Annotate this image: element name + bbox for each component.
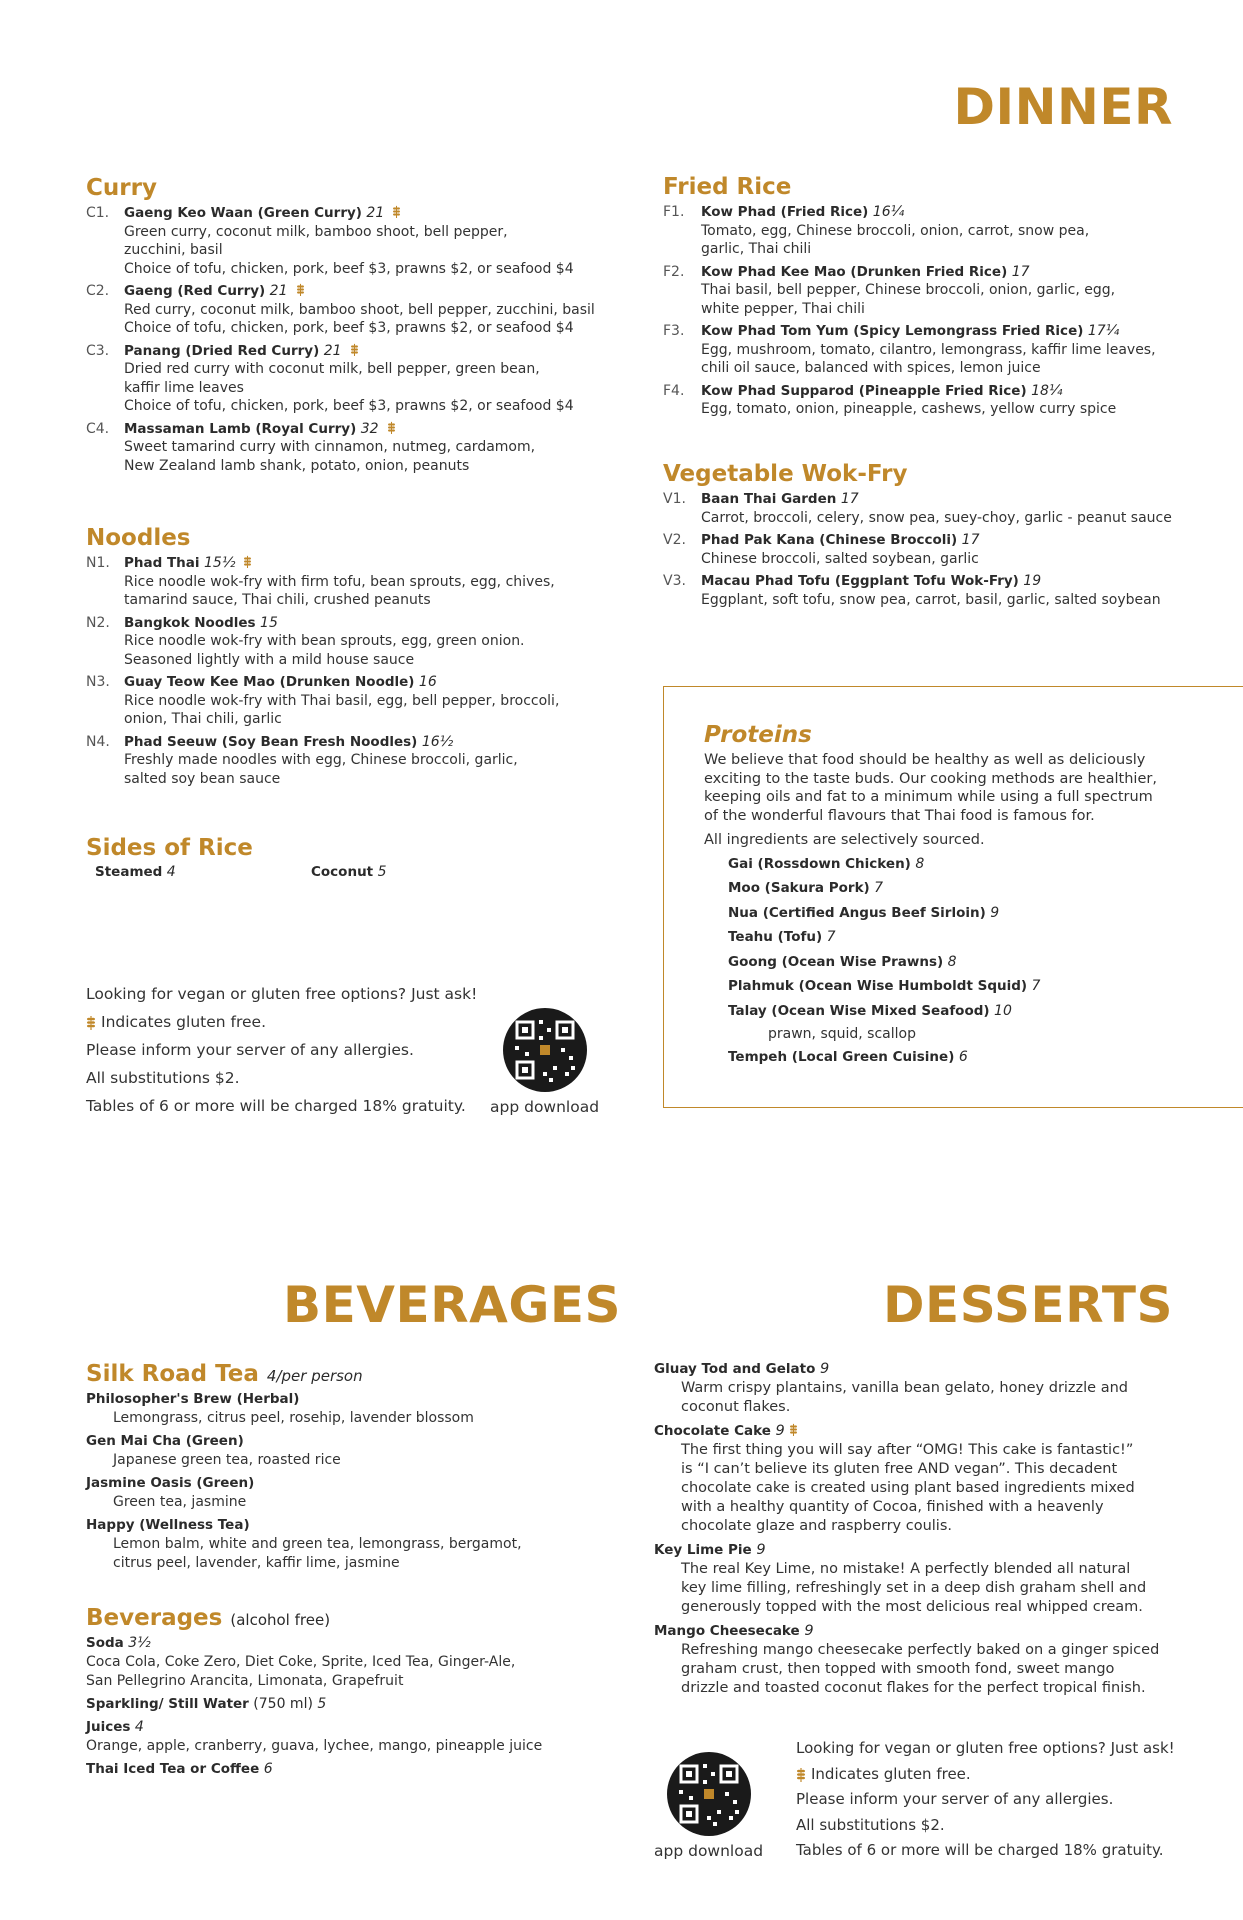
item-code: V1. bbox=[663, 491, 686, 508]
protein-sub: prawn, squid, scallop bbox=[768, 1026, 916, 1043]
beverages-title: BEVERAGES bbox=[283, 1276, 622, 1334]
item-description: Freshly made noodles with egg, Chinese broccoli, garlic, bbox=[124, 752, 518, 769]
curry-section bbox=[86, 176, 646, 479]
protein-price: 10 bbox=[994, 1002, 1012, 1019]
item-code: V2. bbox=[663, 532, 686, 549]
item-name: Guay Teow Kee Mao (Drunken Noodle) bbox=[124, 674, 415, 691]
item-description: Chinese broccoli, salted soybean, garlic bbox=[701, 550, 979, 567]
item-description: Rice noodle wok-fry with bean sprouts, egg, green onion. bbox=[124, 633, 525, 650]
protein-price: 8 bbox=[947, 953, 957, 970]
dessert-price: 9 bbox=[775, 1423, 785, 1439]
curry-title: Curry bbox=[86, 175, 157, 201]
item-name: Gaeng (Red Curry) bbox=[124, 283, 266, 300]
item-description: chili oil sauce, balanced with spices, lemon juice bbox=[701, 360, 1041, 377]
protein-item bbox=[728, 974, 1204, 999]
soda-item: Soda 3½ Coca Cola, Coke Zero, Diet Coke, Sprite, Iced Tea, Ginger-Ale, San Pellegrino Arancita, Limonata, Grapefruit bbox=[86, 1635, 516, 1690]
item-code: F2. bbox=[663, 263, 685, 280]
protein-name: Gai (Rossdown Chicken) bbox=[728, 855, 911, 872]
dessert-description: is “I can’t believe its gluten free AND vegan”. This decadent bbox=[681, 1461, 1118, 1477]
dessert-description: The real Key Lime, no mistake! A perfectly blended all natural bbox=[681, 1561, 1131, 1577]
curry-item bbox=[86, 342, 646, 416]
side-coconut: Coconut 5 bbox=[311, 864, 387, 881]
curry-list bbox=[86, 204, 646, 475]
item-code: C4. bbox=[86, 420, 110, 437]
noodle-item bbox=[86, 733, 646, 789]
item-price: 15 bbox=[260, 614, 278, 631]
item-code: F1. bbox=[663, 204, 685, 221]
fried-rice-item bbox=[663, 322, 1223, 378]
dessert-item bbox=[654, 1622, 1224, 1698]
item-code: C2. bbox=[86, 283, 110, 300]
proteins-box bbox=[663, 686, 1243, 1108]
wheat-icon bbox=[86, 1015, 95, 1028]
item-code: N4. bbox=[86, 733, 110, 750]
item-description: Red curry, coconut milk, bamboo shoot, bell pepper, zucchini, basil bbox=[124, 301, 595, 318]
note-vegan: Looking for vegan or gluten free options? Just ask! bbox=[796, 1739, 1175, 1757]
item-price: 21 bbox=[323, 342, 342, 359]
fried-rice-list bbox=[663, 203, 1223, 419]
item-code: N1. bbox=[86, 555, 110, 572]
sides-title: Sides of Rice bbox=[86, 835, 253, 861]
item-description: Seasoned lightly with a mild house sauce bbox=[124, 651, 415, 668]
vegetable-item bbox=[663, 572, 1223, 609]
dessert-list bbox=[654, 1360, 1224, 1698]
sides-section bbox=[86, 836, 646, 884]
item-price: 16 bbox=[418, 674, 437, 691]
tea-price: 4/per person bbox=[266, 1367, 363, 1385]
item-description: kaffir lime leaves bbox=[124, 379, 244, 396]
item-description: garlic, Thai chili bbox=[701, 241, 812, 258]
fried-rice-item bbox=[663, 263, 1223, 319]
fried-rice-item bbox=[663, 203, 1223, 259]
dessert-description: coconut flakes. bbox=[681, 1399, 791, 1415]
noodles-title: Noodles bbox=[86, 525, 191, 551]
tea-description: citrus peel, lavender, kaffir lime, jasmine bbox=[113, 1555, 400, 1572]
noodle-item bbox=[86, 614, 646, 670]
item-price: 17 bbox=[961, 532, 980, 549]
proteins-intro bbox=[704, 751, 1204, 825]
item-name: Macau Phad Tofu (Eggplant Tofu Wok-Fry) bbox=[701, 573, 1019, 590]
note-gluten-free: Indicates gluten free. bbox=[796, 1762, 1175, 1788]
item-description: New Zealand lamb shank, potato, onion, peanuts bbox=[124, 457, 470, 474]
protein-name: Plahmuk (Ocean Wise Humboldt Squid) bbox=[728, 978, 1028, 995]
item-description: Carrot, broccoli, celery, snow pea, suey-choy, garlic - peanut sauce bbox=[701, 509, 1172, 526]
dessert-description: Warm crispy plantains, vanilla bean gelato, honey drizzle and bbox=[681, 1380, 1128, 1396]
protein-item bbox=[728, 950, 1204, 975]
wheat-icon bbox=[243, 555, 252, 568]
item-code: F4. bbox=[663, 382, 685, 399]
proteins-intro-line: of the wonderful flavours that Thai food is famous for. bbox=[704, 807, 1095, 824]
tea-section bbox=[86, 1362, 646, 1577]
tea-item bbox=[86, 1432, 646, 1470]
dessert-name: Key Lime Pie bbox=[654, 1542, 752, 1558]
item-price: 18¼ bbox=[1031, 382, 1063, 399]
dinner-title: DINNER bbox=[953, 78, 1173, 136]
tea-title: Silk Road Tea 4/per person bbox=[86, 1361, 363, 1387]
protein-price: 9 bbox=[990, 904, 1000, 921]
tea-description: Japanese green tea, roasted rice bbox=[113, 1452, 341, 1469]
item-choice: Choice of tofu, chicken, pork, beef $3, prawns $2, or seafood $4 bbox=[124, 398, 574, 415]
dessert-name: Mango Cheesecake bbox=[654, 1623, 800, 1639]
drinks-section bbox=[86, 1606, 646, 1783]
protein-name: Moo (Sakura Pork) bbox=[728, 880, 870, 897]
iced-item: Thai Iced Tea or Coffee 6 bbox=[86, 1761, 273, 1778]
item-code: N3. bbox=[86, 674, 110, 691]
item-name: Bangkok Noodles bbox=[124, 614, 256, 631]
wheat-icon bbox=[796, 1767, 805, 1780]
item-price: 16¼ bbox=[872, 204, 905, 221]
dessert-item bbox=[654, 1422, 1224, 1536]
item-name: Phad Pak Kana (Chinese Broccoli) bbox=[701, 532, 958, 549]
item-description: Tomato, egg, Chinese broccoli, onion, carrot, snow pea, bbox=[701, 222, 1090, 239]
tea-description: Lemongrass, citrus peel, rosehip, lavender blossom bbox=[113, 1410, 474, 1427]
item-description: Sweet tamarind curry with cinnamon, nutmeg, cardamom, bbox=[124, 439, 536, 456]
wheat-icon bbox=[387, 421, 396, 434]
item-description: Egg, tomato, onion, pineapple, cashews, yellow curry spice bbox=[701, 401, 1117, 418]
item-description: Dried red curry with coconut milk, bell pepper, green bean, bbox=[124, 361, 540, 378]
vegetable-title: Vegetable Wok-Fry bbox=[663, 461, 908, 487]
item-price: 15½ bbox=[204, 555, 236, 572]
dessert-price: 9 bbox=[819, 1361, 830, 1377]
item-description: tamarind sauce, Thai chili, crushed peanuts bbox=[124, 592, 431, 609]
juice-item: Juices 4 Orange, apple, cranberry, guava, lychee, mango, pineapple juice bbox=[86, 1719, 543, 1755]
proteins-list bbox=[728, 852, 1204, 1070]
wheat-icon bbox=[789, 1423, 798, 1436]
item-price: 17¼ bbox=[1087, 323, 1120, 340]
drinks-title: Beverages (alcohol free) bbox=[86, 1605, 331, 1631]
vegetable-item bbox=[663, 490, 1223, 527]
note-gratuity: Tables of 6 or more will be charged 18% gratuity. bbox=[796, 1841, 1164, 1859]
note-substitutions: All substitutions $2. bbox=[796, 1815, 945, 1834]
protein-name: Tempeh (Local Green Cuisine) bbox=[728, 1049, 955, 1066]
tea-description: Lemon balm, white and green tea, lemongrass, bergamot, bbox=[113, 1536, 522, 1553]
dessert-item bbox=[654, 1360, 1224, 1417]
tea-name: Gen Mai Cha (Green) bbox=[86, 1433, 244, 1450]
item-description: Eggplant, soft tofu, snow pea, carrot, basil, garlic, salted soybean bbox=[701, 591, 1161, 608]
dessert-price: 9 bbox=[804, 1623, 814, 1639]
note-allergy: Please inform your server of any allergies. bbox=[86, 1041, 414, 1059]
tea-item bbox=[86, 1474, 646, 1512]
tea-item bbox=[86, 1390, 646, 1428]
item-name: Baan Thai Garden bbox=[701, 491, 837, 508]
item-code: V3. bbox=[663, 573, 686, 590]
tea-name: Jasmine Oasis (Green) bbox=[86, 1475, 255, 1492]
tea-description: Green tea, jasmine bbox=[113, 1494, 247, 1511]
dessert-name: Gluay Tod and Gelato bbox=[654, 1361, 816, 1377]
item-price: 21 bbox=[366, 205, 385, 222]
item-code: N2. bbox=[86, 614, 110, 631]
vegetable-list bbox=[663, 490, 1223, 609]
drinks-subtitle: (alcohol free) bbox=[230, 1611, 331, 1629]
protein-name: Goong (Ocean Wise Prawns) bbox=[728, 953, 944, 970]
item-code: F3. bbox=[663, 323, 685, 340]
protein-item bbox=[728, 852, 1204, 877]
item-price: 19 bbox=[1023, 573, 1042, 590]
fried-rice-section bbox=[663, 175, 1223, 423]
tea-list bbox=[86, 1390, 646, 1573]
vegetable-item bbox=[663, 531, 1223, 568]
item-description: Egg, mushroom, tomato, cilantro, lemongrass, kaffir lime leaves, bbox=[701, 341, 1156, 358]
side-steamed: Steamed 4 bbox=[95, 864, 176, 881]
item-name: Gaeng Keo Waan (Green Curry) bbox=[124, 205, 362, 222]
note-substitutions: All substitutions $2. bbox=[86, 1069, 240, 1087]
protein-name: Talay (Ocean Wise Mixed Seafood) bbox=[728, 1002, 990, 1019]
water-item: Sparkling/ Still Water (750 ml) 5 bbox=[86, 1696, 327, 1713]
item-price: 21 bbox=[269, 283, 288, 300]
noodle-item bbox=[86, 554, 646, 610]
item-description: zucchini, basil bbox=[124, 242, 223, 259]
proteins-title: Proteins bbox=[704, 722, 812, 748]
protein-price: 6 bbox=[958, 1049, 968, 1066]
dessert-description: key lime filling, refreshingly set in a deep dish graham shell and bbox=[681, 1580, 1147, 1596]
item-description: Rice noodle wok-fry with firm tofu, bean sprouts, egg, chives, bbox=[124, 573, 555, 590]
dessert-description: drizzle and toasted coconut flakes for the perfect tropical finish. bbox=[681, 1680, 1146, 1696]
noodles-list bbox=[86, 554, 646, 788]
dessert-description: chocolate cake is created using plant based ingredients mixed bbox=[681, 1480, 1135, 1496]
note-gluten-free: Indicates gluten free. bbox=[86, 1008, 477, 1036]
app-download-label: app download bbox=[490, 1098, 600, 1116]
fried-rice-title: Fried Rice bbox=[663, 174, 792, 200]
item-name: Massaman Lamb (Royal Curry) bbox=[124, 420, 357, 437]
item-description: Rice noodle wok-fry with Thai basil, egg, bell pepper, broccoli, bbox=[124, 692, 560, 709]
item-price: 32 bbox=[360, 420, 379, 437]
item-name: Kow Phad Supparod (Pineapple Fried Rice) bbox=[701, 382, 1027, 399]
curry-item bbox=[86, 420, 646, 476]
proteins-sourced: All ingredients are selectively sourced. bbox=[704, 832, 985, 849]
curry-item bbox=[86, 282, 646, 338]
app-download-label: app download bbox=[654, 1842, 764, 1860]
item-name: Kow Phad (Fried Rice) bbox=[701, 204, 869, 221]
protein-item bbox=[728, 901, 1204, 926]
item-name: Phad Thai bbox=[124, 555, 200, 572]
protein-item bbox=[728, 999, 1204, 1024]
protein-price: 7 bbox=[826, 929, 836, 946]
proteins-intro-line: We believe that food should be healthy as well as deliciously bbox=[704, 752, 1146, 769]
proteins-intro-line: exciting to the taste buds. Our cooking methods are healthier, bbox=[704, 770, 1157, 787]
dinner-notes bbox=[86, 980, 477, 1120]
dessert-description: graham crust, then topped with smooth fond, sweet mango bbox=[681, 1661, 1115, 1677]
wheat-icon bbox=[296, 283, 305, 296]
item-code: C1. bbox=[86, 205, 110, 222]
desserts-title: DESSERTS bbox=[883, 1276, 1173, 1334]
item-price: 17 bbox=[840, 491, 859, 508]
item-name: Kow Phad Tom Yum (Spicy Lemongrass Fried Rice) bbox=[701, 323, 1084, 340]
dessert-description: Refreshing mango cheesecake perfectly baked on a ginger spiced bbox=[681, 1642, 1160, 1658]
protein-item bbox=[728, 925, 1204, 950]
curry-item bbox=[86, 204, 646, 278]
qr-code-icon[interactable] bbox=[503, 1008, 587, 1092]
protein-price: 7 bbox=[874, 880, 884, 897]
protein-price: 7 bbox=[1031, 978, 1041, 995]
note-vegan: Looking for vegan or gluten free options? Just ask! bbox=[86, 985, 478, 1003]
item-price: 17 bbox=[1011, 263, 1030, 280]
note-allergy: Please inform your server of any allergies. bbox=[796, 1790, 1114, 1808]
item-price: 16½ bbox=[421, 733, 454, 750]
item-description: white pepper, Thai chili bbox=[701, 300, 865, 317]
tea-item bbox=[86, 1516, 646, 1573]
proteins-intro-line: keeping oils and fat to a minimum while using a full spectrum bbox=[704, 789, 1153, 806]
desserts-section bbox=[654, 1360, 1224, 1703]
item-description: onion, Thai chili, garlic bbox=[124, 711, 282, 728]
wheat-icon bbox=[392, 205, 401, 218]
item-description: Green curry, coconut milk, bamboo shoot, bell pepper, bbox=[124, 223, 508, 240]
protein-price: 8 bbox=[915, 855, 925, 872]
fried-rice-item bbox=[663, 382, 1223, 419]
dessert-description: The first thing you will say after “OMG! This cake is fantastic!” bbox=[681, 1442, 1134, 1458]
noodles-section bbox=[86, 526, 646, 792]
item-code: C3. bbox=[86, 342, 110, 359]
item-description: Thai basil, bell pepper, Chinese broccoli, onion, garlic, egg, bbox=[701, 282, 1116, 299]
dessert-description: with a healthy quantity of Cocoa, finished with a heavenly bbox=[681, 1499, 1104, 1515]
dessert-description: chocolate glaze and raspberry coulis. bbox=[681, 1518, 952, 1534]
dessert-notes bbox=[796, 1736, 1175, 1864]
item-name: Kow Phad Kee Mao (Drunken Fried Rice) bbox=[701, 263, 1008, 280]
item-description: salted soy bean sauce bbox=[124, 770, 281, 787]
tea-name: Happy (Wellness Tea) bbox=[86, 1517, 250, 1534]
protein-item bbox=[728, 876, 1204, 901]
wheat-icon bbox=[350, 343, 359, 356]
item-name: Phad Seeuw (Soy Bean Fresh Noodles) bbox=[124, 733, 418, 750]
note-gratuity: Tables of 6 or more will be charged 18% gratuity. bbox=[86, 1097, 466, 1115]
protein-item bbox=[728, 1045, 1204, 1070]
item-name: Panang (Dried Red Curry) bbox=[124, 342, 320, 359]
protein-name: Nua (Certified Angus Beef Sirloin) bbox=[728, 904, 986, 921]
qr-code-icon[interactable] bbox=[667, 1752, 751, 1836]
dessert-price: 9 bbox=[756, 1542, 766, 1558]
vegetable-section bbox=[663, 462, 1223, 613]
noodle-item bbox=[86, 673, 646, 729]
dessert-name: Chocolate Cake bbox=[654, 1423, 771, 1439]
dessert-description: generously topped with the most delicious real whipped cream. bbox=[681, 1599, 1143, 1615]
dessert-item bbox=[654, 1541, 1224, 1617]
item-choice: Choice of tofu, chicken, pork, beef $3, prawns $2, or seafood $4 bbox=[124, 260, 574, 277]
item-choice: Choice of tofu, chicken, pork, beef $3, prawns $2, or seafood $4 bbox=[124, 320, 574, 337]
protein-name: Teahu (Tofu) bbox=[728, 929, 823, 946]
tea-name: Philosopher's Brew (Herbal) bbox=[86, 1391, 300, 1408]
